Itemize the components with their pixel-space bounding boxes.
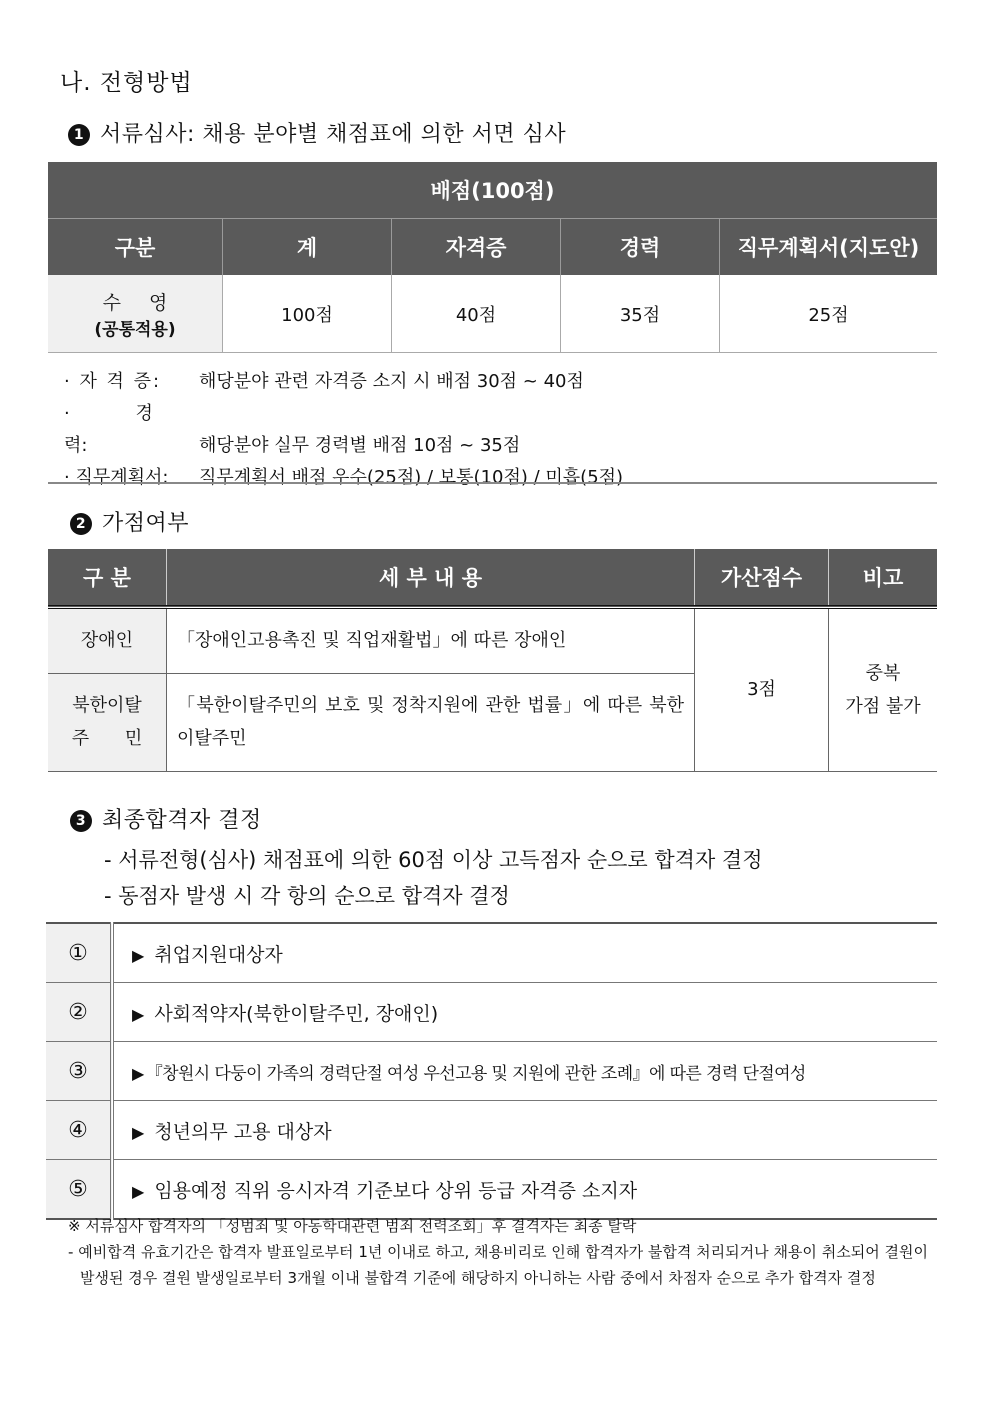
arrow-icon: ▶ — [132, 1004, 145, 1024]
arrow-icon: ▶ — [132, 1063, 144, 1083]
scoring-notes — [64, 366, 623, 494]
scoring-header-category: 구분 — [48, 219, 223, 276]
tiebreak-text — [112, 1101, 937, 1160]
s3-line: - 동점자 발생 시 각 항의 순으로 합격자 결정 — [104, 884, 510, 908]
s2-title: 가점여부 — [102, 511, 190, 536]
s1-marker: 1 — [68, 124, 90, 146]
footnotes — [68, 1213, 928, 1291]
scoring-header-plan: 직무계획서(지도안) — [720, 219, 938, 276]
s3-heading — [70, 803, 262, 834]
tiebreak-label: 청년의무 고용 대상자 — [154, 1120, 332, 1143]
scoring-header-total: 계 — [223, 219, 392, 276]
s3-lines — [104, 842, 762, 914]
note-key: · 직무계획서: — [64, 467, 169, 488]
tiebreak-row — [46, 1101, 937, 1160]
bonus-remark — [829, 607, 938, 771]
footnote-detail: - 예비합격 유효기간은 합격자 발표일로부터 1년 이내로 하고, 채용비리로 인해 합격자가 불합격 처리되거나 채용이 취소되어 결원이 발생된 경우 결원 발생일로부터 3개월 이내 불합격 기준에 해당하지 아니하는 사람 중에서 차점자 순으로 추가 합격자 결정 — [68, 1243, 928, 1287]
note-text: 해당분야 관련 자격증 소지 시 배점 30점 ~ 40점 — [199, 371, 584, 392]
tiebreak-row — [46, 923, 937, 983]
tiebreak-row — [46, 983, 937, 1042]
arrow-icon: ▶ — [132, 1122, 145, 1142]
bonus-header-remark: 비고 — [829, 549, 938, 607]
note-row — [64, 366, 623, 398]
scoring-row-label — [48, 275, 223, 353]
tiebreak-label: 『창원시 다둥이 가족의 경력단절 여성 우선고용 및 지원에 관한 조례』에 따른 경력 단절여성 — [145, 1063, 806, 1084]
s1-heading — [68, 117, 566, 148]
scoring-table — [48, 162, 937, 353]
divider — [48, 482, 937, 484]
tiebreak-row — [46, 1042, 937, 1101]
bonus-row-label-line1: 북한이탈 — [72, 695, 142, 716]
footnote-main: ※ 서류심사 합격자의 「성범죄 및 아동학대관련 범죄 전력조회」후 결격자는 최종 탈락 — [68, 1217, 637, 1235]
bonus-row-label-line2: 주 민 — [71, 728, 143, 749]
s2-marker: 2 — [70, 513, 92, 535]
note-key: · 자 격 증: — [64, 371, 162, 392]
scoring-cell-certificate: 40점 — [392, 275, 561, 353]
s3-title: 최종합격자 결정 — [102, 808, 262, 833]
bonus-row-content: 「장애인고용촉진 및 직업재활법」에 따른 장애인 — [167, 607, 695, 673]
bonus-row-label — [48, 673, 167, 771]
bonus-header-category: 구 분 — [48, 549, 167, 607]
scoring-header-certificate: 자격증 — [392, 219, 561, 276]
scoring-cell-career: 35점 — [561, 275, 720, 353]
s1-title: 서류심사: 채용 분야별 채점표에 의한 서면 심사 — [100, 122, 567, 147]
scoring-cell-plan: 25점 — [720, 275, 938, 353]
bonus-remark-line2: 가점 불가 — [845, 695, 921, 717]
arrow-icon: ▶ — [132, 945, 145, 965]
bonus-points: 3점 — [695, 607, 829, 771]
s3-marker: 3 — [70, 810, 92, 832]
tiebreak-label: 사회적약자(북한이탈주민, 장애인) — [154, 1002, 439, 1025]
tiebreak-number: ① — [46, 923, 112, 983]
scoring-cell-total: 100점 — [223, 275, 392, 353]
tiebreak-number: ⑤ — [46, 1160, 112, 1220]
tiebreak-label: 임용예정 직위 응시자격 기준보다 상위 등급 자격증 소지자 — [154, 1179, 638, 1202]
bonus-row-label: 장애인 — [48, 607, 167, 673]
scoring-table-top-header: 배점(100점) — [48, 162, 937, 219]
tiebreak-label: 취업지원대상자 — [154, 943, 283, 966]
arrow-icon: ▶ — [132, 1181, 145, 1201]
s3-line: - 서류전형(심사) 채점표에 의한 60점 이상 고득점자 순으로 합격자 결정 — [104, 848, 763, 872]
tiebreak-text — [112, 923, 937, 983]
bonus-remark-line1: 중복 — [865, 662, 901, 684]
bonus-row-content: 「북한이탈주민의 보호 및 정착지원에 관한 법률」에 따른 북한이탈주민 — [167, 673, 695, 771]
tiebreak-table — [46, 922, 937, 1220]
bonus-table — [48, 549, 937, 772]
tiebreak-number: ④ — [46, 1101, 112, 1160]
note-text: 해당분야 실무 경력별 배점 10점 ~ 35점 — [199, 435, 521, 456]
tiebreak-row — [46, 1160, 937, 1220]
note-key: · 경 력: — [64, 403, 153, 456]
note-row — [64, 398, 623, 462]
tiebreak-number: ② — [46, 983, 112, 1042]
note-row — [64, 462, 623, 494]
bonus-header-points: 가산점수 — [695, 549, 829, 607]
tiebreak-text — [112, 1160, 937, 1220]
section-title: 나. 전형방법 — [60, 70, 193, 96]
bonus-header-detail: 세 부 내 용 — [167, 549, 695, 607]
scoring-row-label-sub: (공통적용) — [94, 319, 176, 340]
tiebreak-text — [112, 983, 937, 1042]
tiebreak-number: ③ — [46, 1042, 112, 1101]
s2-heading — [70, 506, 189, 537]
note-text: 직무계획서 배점 우수(25점) / 보통(10점) / 미흡(5점) — [199, 467, 624, 488]
tiebreak-text — [112, 1042, 937, 1101]
scoring-header-career: 경력 — [561, 219, 720, 276]
scoring-row-label-main: 수영 — [102, 291, 196, 314]
